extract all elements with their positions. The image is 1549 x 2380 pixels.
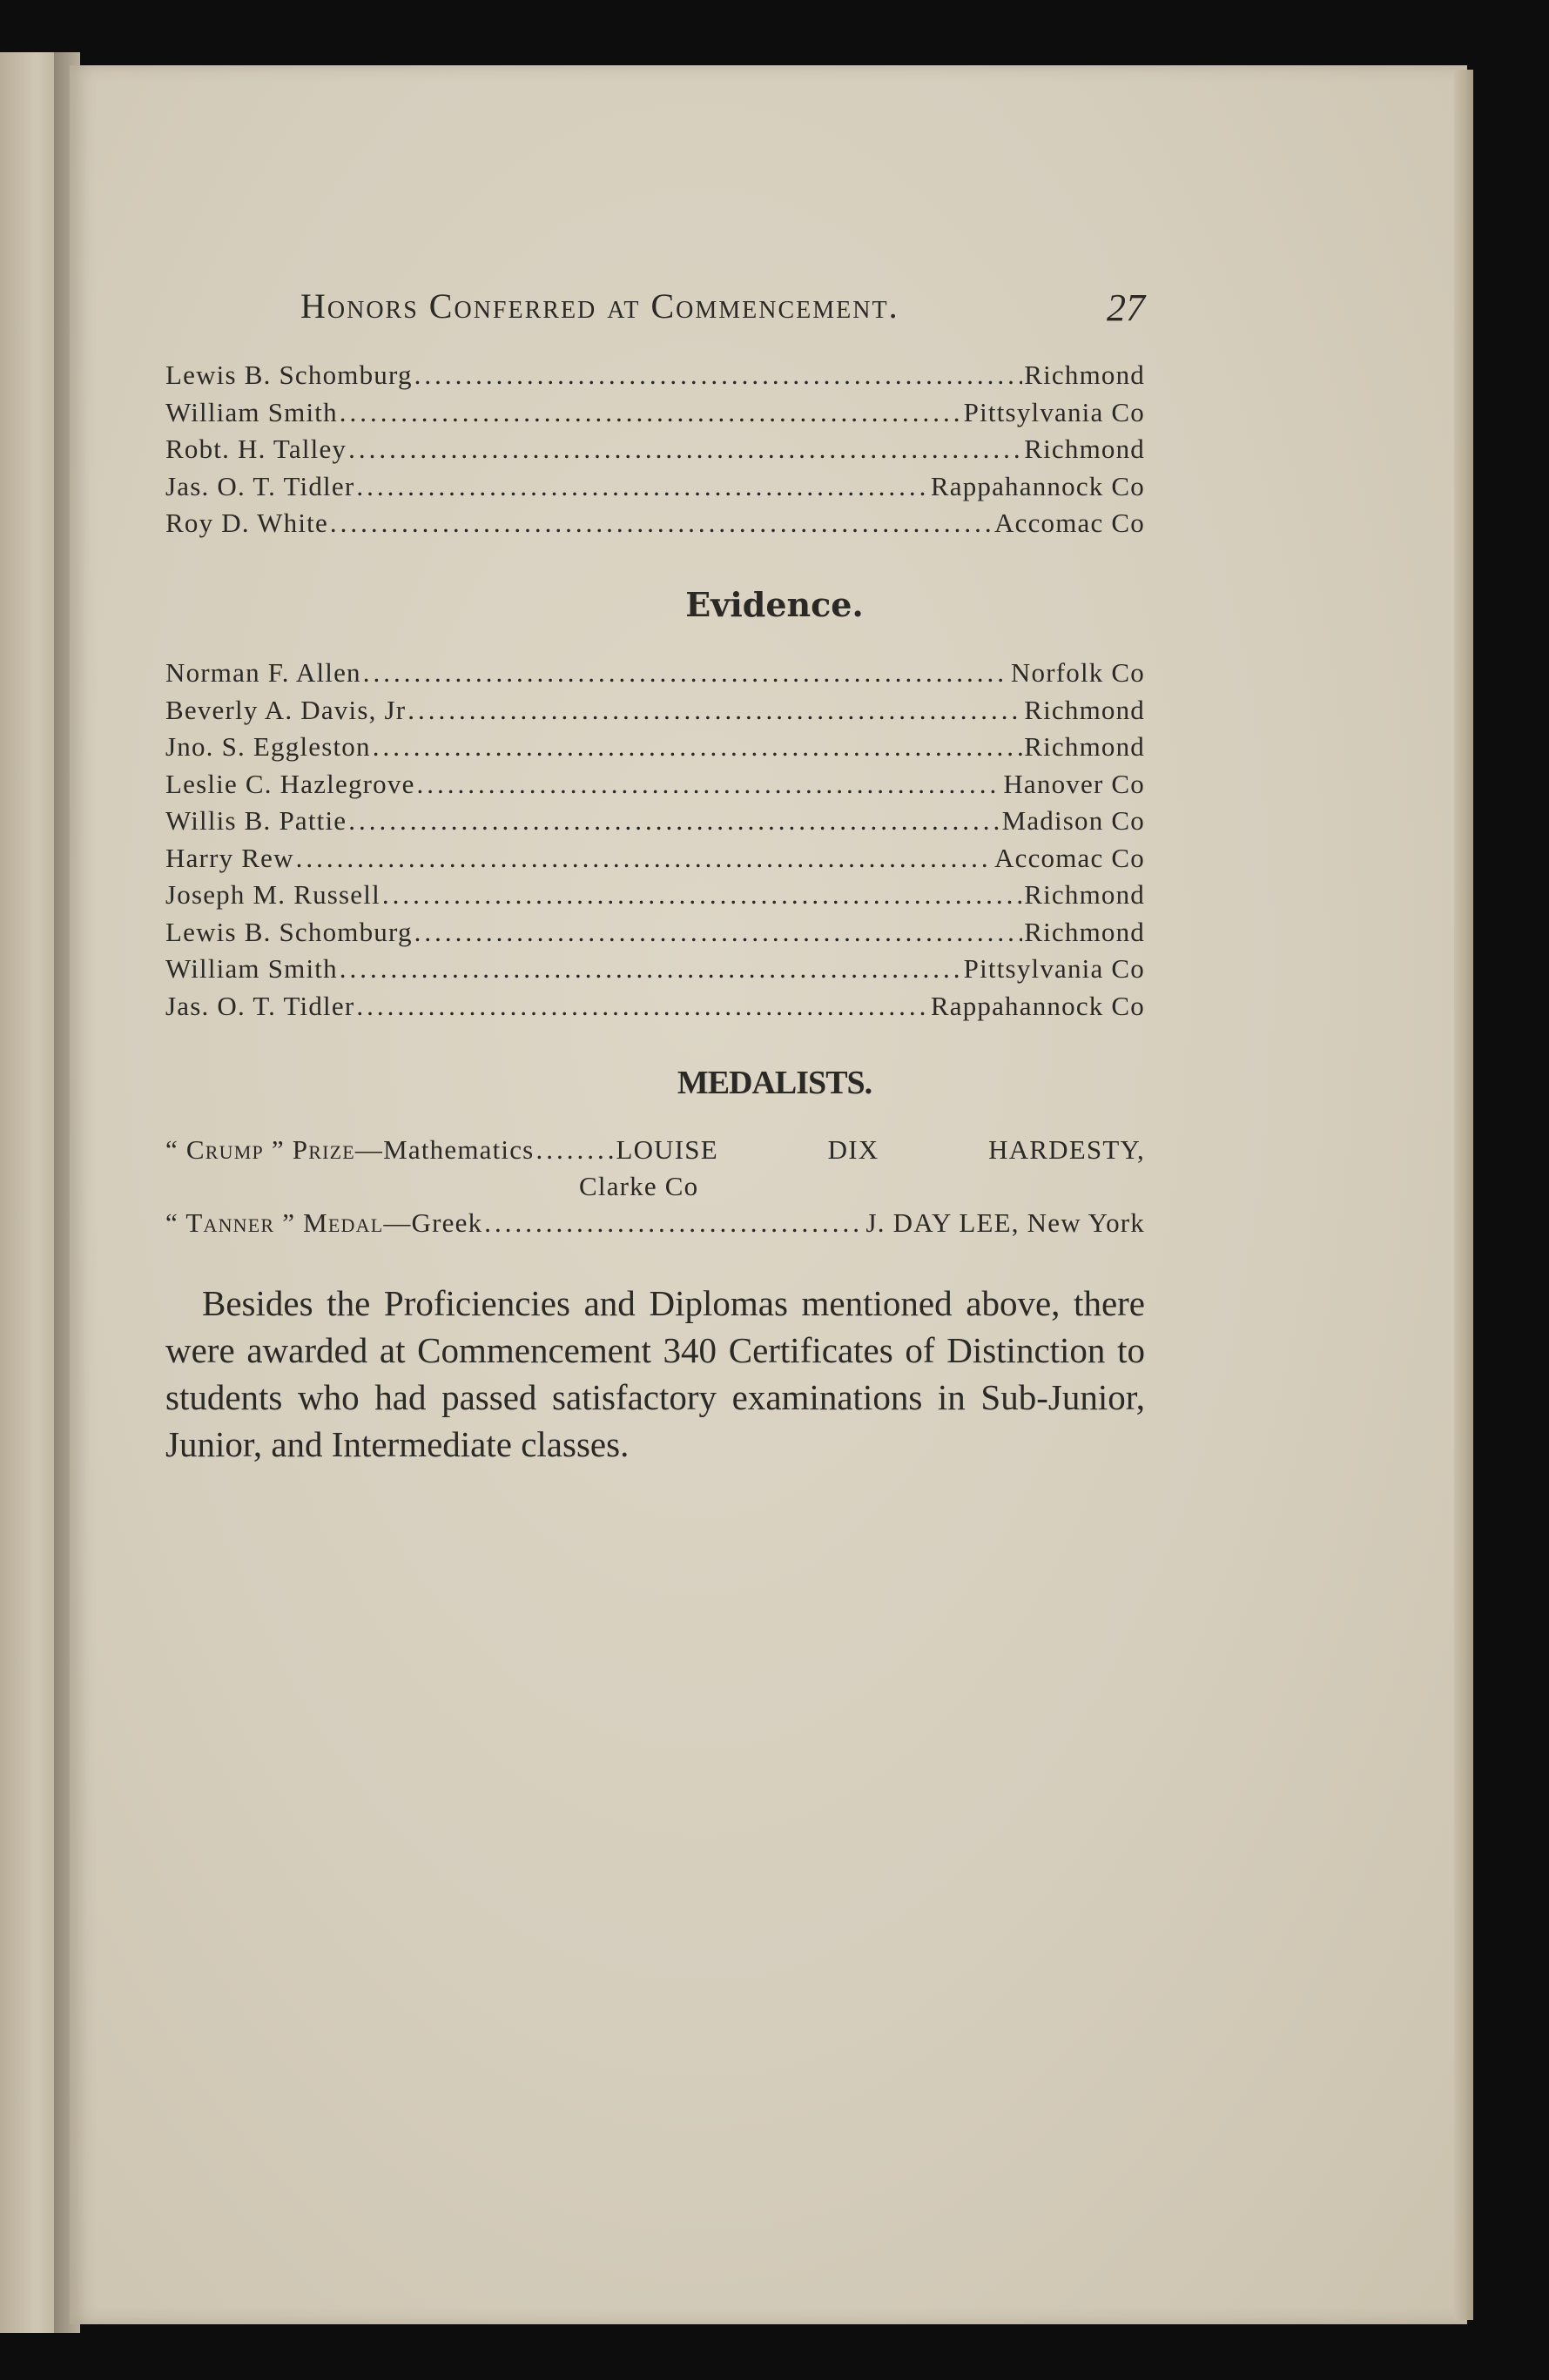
entry-name: Lewis B. Schomburg — [165, 360, 413, 390]
page-header — [300, 286, 1145, 338]
list-item — [165, 914, 1145, 951]
entry-place: Accomac Co — [994, 842, 1145, 873]
entry-place: Richmond — [1024, 360, 1145, 390]
prize-subject: —Greek — [383, 1207, 483, 1238]
running-head: Honors Conferred at Commencement. — [300, 286, 899, 326]
entry-place: Norfolk Co — [1010, 657, 1145, 688]
list-item — [165, 505, 1145, 542]
entry-place: Hanover Co — [1003, 768, 1145, 799]
page-number: 27 — [1107, 286, 1145, 329]
entry-name: William Smith — [165, 953, 338, 984]
list-item — [165, 803, 1145, 840]
entry-name: Leslie C. Hazlegrove — [165, 768, 415, 799]
entry-name: Jno. S. Eggleston — [165, 731, 371, 762]
list-item — [165, 357, 1145, 394]
dot-leader — [382, 877, 1022, 914]
list-item — [165, 394, 1145, 432]
entry-place: Richmond — [1024, 434, 1145, 464]
dot-leader — [356, 988, 929, 1025]
list-item — [165, 877, 1145, 914]
entry-place: Rappahannock Co — [930, 990, 1145, 1021]
medal-entry-tanner — [165, 1205, 1145, 1241]
list-item — [165, 951, 1145, 988]
entry-name: Harry Rew — [165, 842, 294, 873]
dot-leader — [535, 1132, 614, 1168]
prize-winner: J. DAY LEE, New York — [865, 1207, 1145, 1238]
dot-leader — [340, 394, 962, 432]
dot-leader — [340, 951, 962, 988]
entry-name: William Smith — [165, 396, 338, 427]
dot-leader — [414, 357, 1023, 394]
dot-leader — [348, 803, 1000, 840]
list-item — [165, 431, 1145, 468]
dot-leader — [330, 505, 993, 542]
entry-place: Accomac Co — [994, 508, 1145, 538]
dot-leader — [348, 431, 1022, 468]
entry-name: Norman F. Allen — [165, 657, 361, 688]
page-stack-edge — [1454, 70, 1473, 2320]
entry-name: Robt. H. Talley — [165, 434, 347, 464]
dot-leader — [373, 729, 1023, 766]
section-title-evidence: Evidence. — [685, 585, 864, 624]
list-item — [165, 729, 1145, 766]
facing-page-edge — [0, 52, 61, 2333]
entry-name: Jas. O. T. Tidler — [165, 990, 355, 1021]
dot-leader — [363, 655, 1009, 692]
dot-leader — [417, 766, 1002, 803]
prize-winner: LOUISE DIX HARDESTY, — [616, 1134, 1145, 1165]
entry-name: Joseph M. Russell — [165, 879, 381, 910]
dot-leader — [296, 840, 993, 877]
dot-leader — [414, 914, 1023, 951]
entry-place: Richmond — [1024, 694, 1145, 725]
medalists-list — [165, 1132, 1145, 1241]
medal-entry-crump — [165, 1132, 1145, 1168]
prize-name: “ Tanner ” Medal — [165, 1207, 384, 1238]
prize-name: “ Crump ” Prize — [165, 1134, 355, 1165]
entry-place: Pittsylvania Co — [963, 953, 1145, 984]
list-item — [165, 468, 1145, 506]
entry-place: Richmond — [1024, 879, 1145, 910]
list-item — [165, 766, 1145, 803]
section-title-medalists: MEDALISTS. — [677, 1065, 872, 1101]
list-item — [165, 655, 1145, 692]
entry-name: Lewis B. Schomburg — [165, 916, 413, 947]
prize-winner-place: Clarke Co — [579, 1171, 699, 1201]
entry-place: Madison Co — [1001, 805, 1145, 836]
closing-paragraph: Besides the Proficiencies and Diplomas mentioned above, there were awarded at Commencement 340 Certificates of Distinction to students who had passed satisfactory examinations in Sub-Junior, Junior, and Intermediate classes. — [165, 1283, 1145, 1464]
entry-place: Richmond — [1024, 916, 1145, 947]
evidence-list — [165, 655, 1145, 1025]
list-item — [165, 692, 1145, 729]
list-item — [165, 988, 1145, 1025]
honors-list-top — [165, 357, 1145, 542]
entry-place: Richmond — [1024, 731, 1145, 762]
entry-place: Rappahannock Co — [930, 470, 1145, 501]
dot-leader — [356, 468, 929, 506]
prize-subject: —Mathematics — [354, 1134, 535, 1165]
entry-name: Jas. O. T. Tidler — [165, 470, 355, 501]
entry-name: Willis B. Pattie — [165, 805, 347, 836]
entry-name: Beverly A. Davis, Jr — [165, 694, 407, 725]
dot-leader — [407, 692, 1022, 729]
list-item — [165, 840, 1145, 877]
entry-place: Pittsylvania Co — [963, 396, 1145, 427]
dot-leader — [484, 1205, 864, 1241]
entry-name: Roy D. White — [165, 508, 328, 538]
